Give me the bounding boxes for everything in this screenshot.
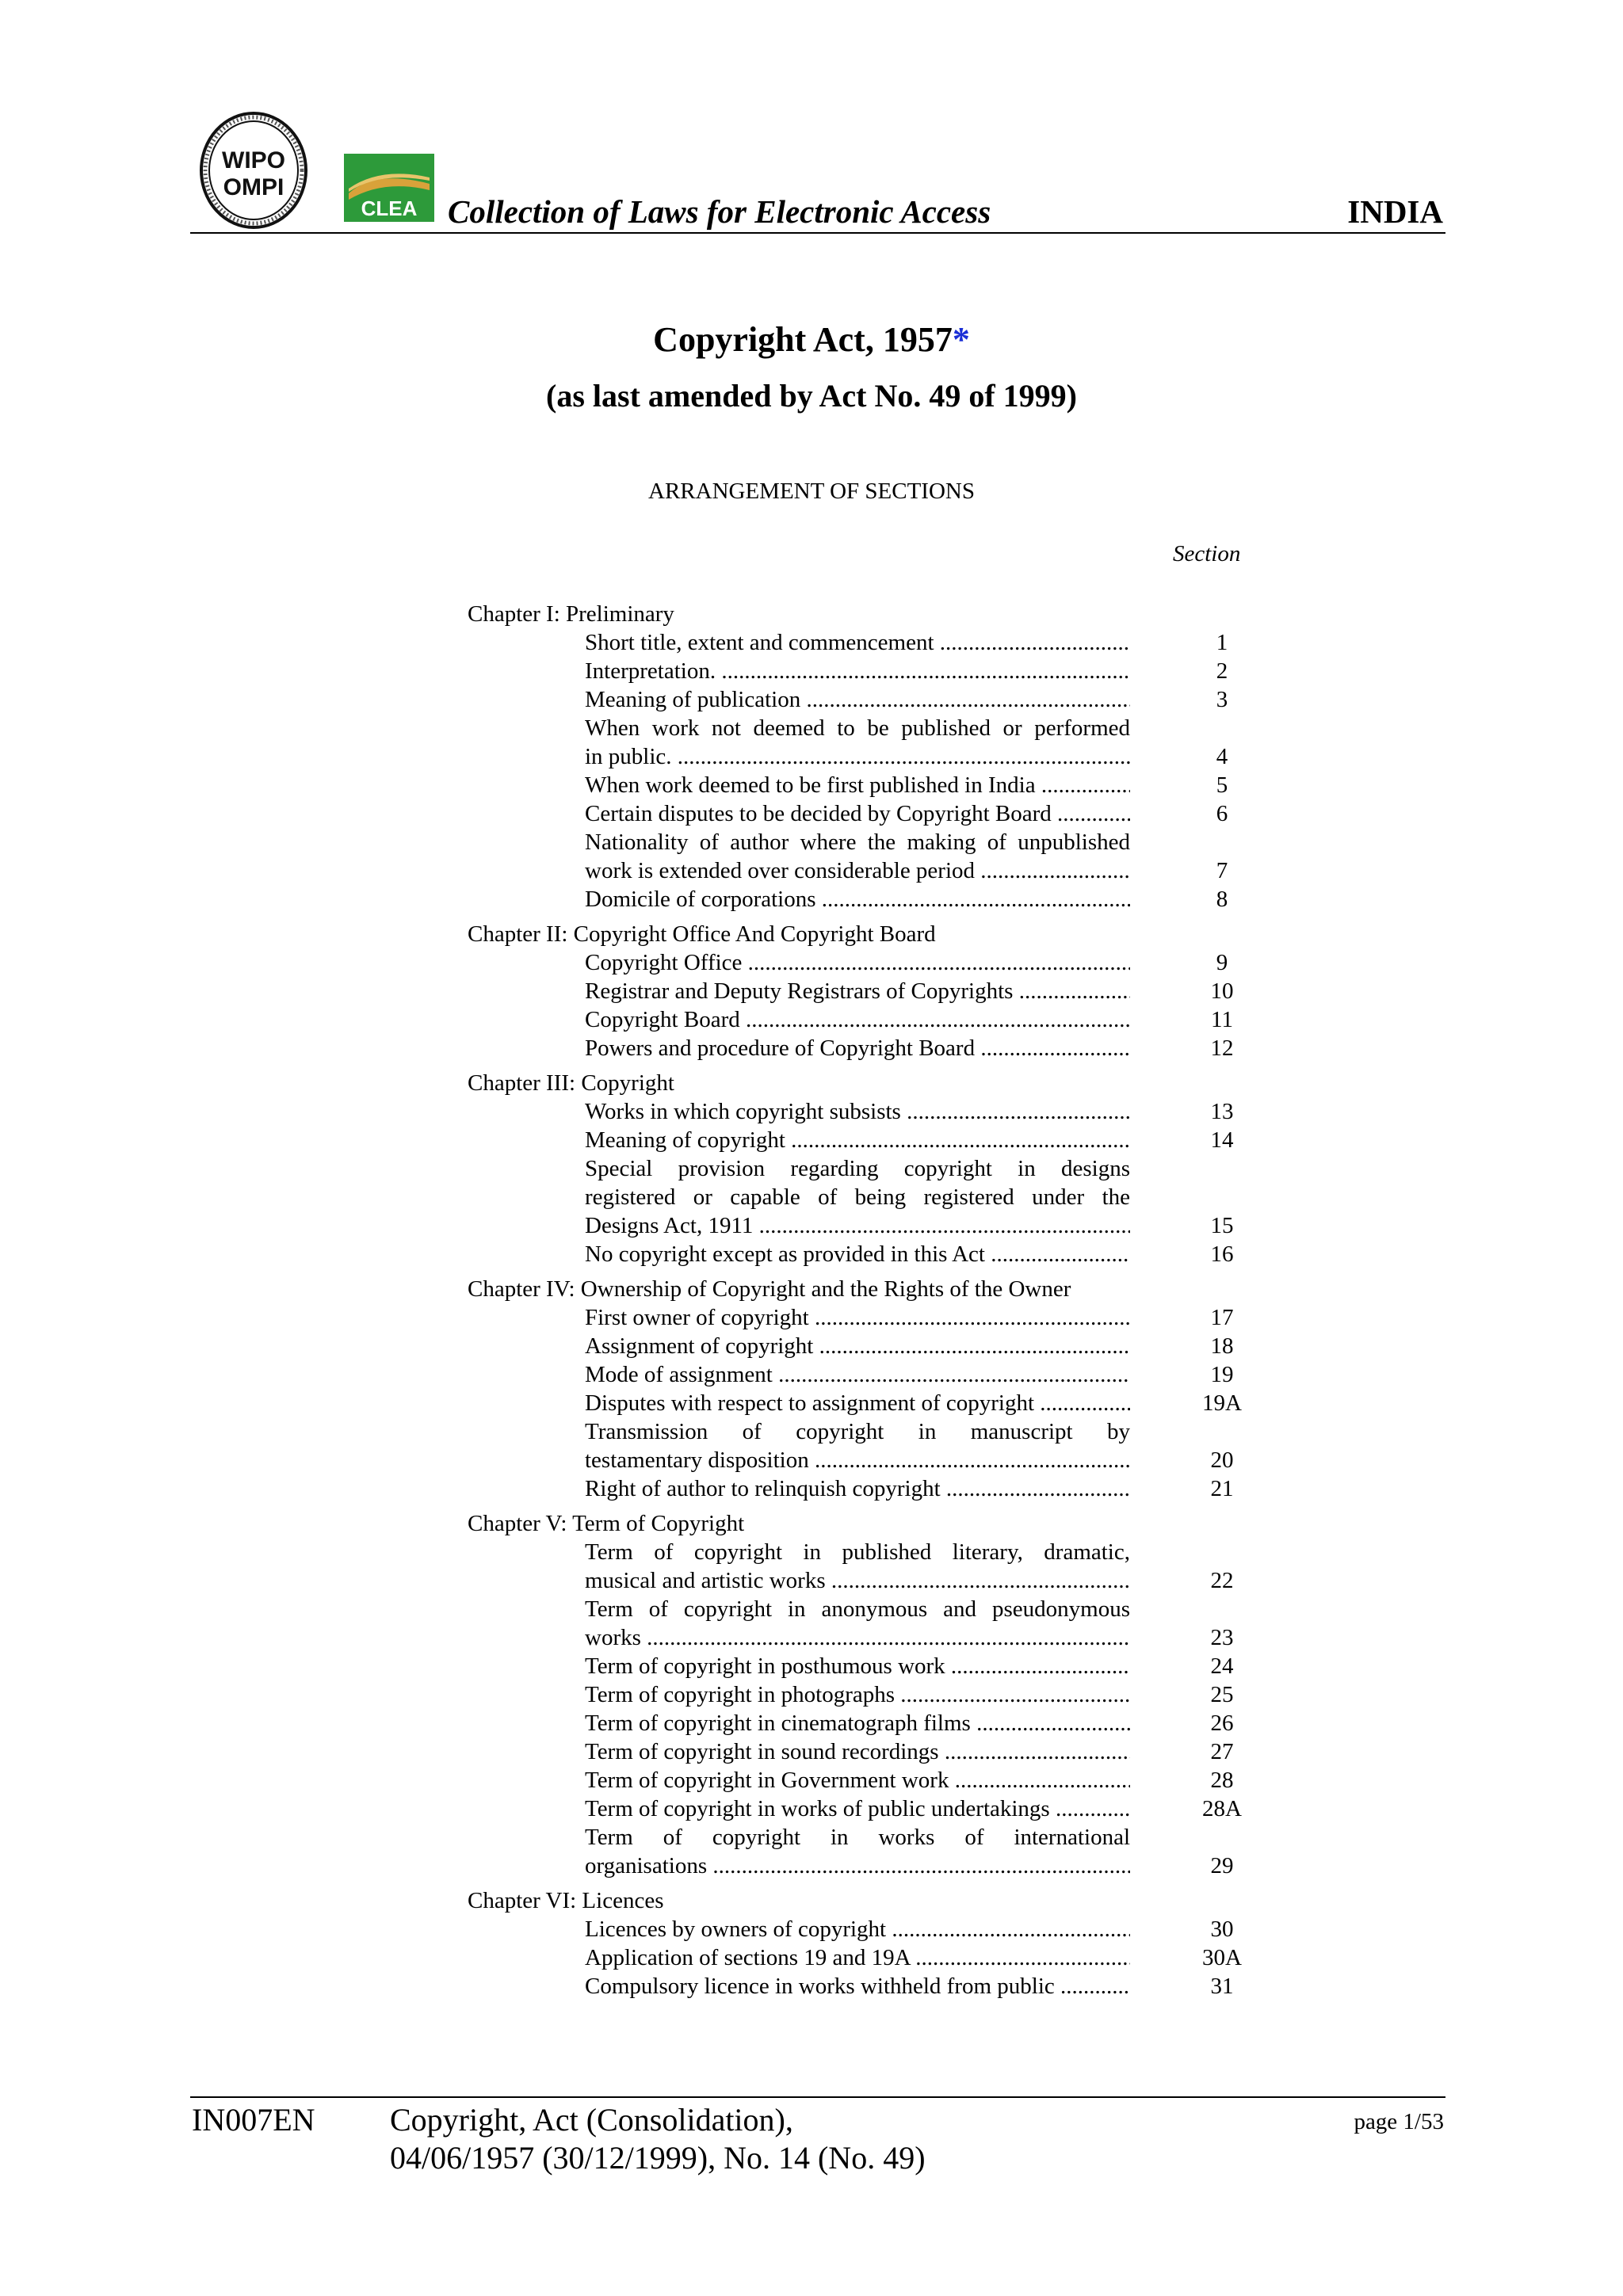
toc-entry[interactable] <box>468 1240 1260 1268</box>
toc-entry-title-leader: Domicile of corporations ..... <box>585 885 1130 913</box>
toc-section-number: 7 <box>1216 858 1228 883</box>
toc-section-number: 6 <box>1216 801 1228 826</box>
toc-entry[interactable] <box>468 828 1260 885</box>
toc-entry-title-line: Term of copyright in anonymous and pseudonymous <box>585 1596 1130 1622</box>
toc-section-number: 11 <box>1211 1007 1233 1032</box>
toc-entry-title-line: Nationality of author where the making of unpublished <box>585 830 1130 855</box>
toc-entry-title-leader: Term of copyright in Government work ..... <box>585 1766 1130 1794</box>
toc-entry-title-leader: Copyright Board ..... <box>585 1005 1130 1034</box>
toc-entry[interactable] <box>468 948 1260 977</box>
toc-entry-title-line: Transmission of copyright in manuscript by <box>585 1419 1130 1444</box>
chapter-title: Chapter VI: Licences <box>468 1888 664 1913</box>
toc-entry[interactable] <box>468 1652 1260 1680</box>
toc-entry-title-leader: When work deemed to be first published in India ..... <box>585 771 1130 799</box>
toc-section-number: 19 <box>1210 1362 1234 1387</box>
toc-section-number: 28A <box>1202 1796 1242 1821</box>
toc-entry-title-leader: organisations ..... <box>585 1852 1130 1880</box>
toc-section-number: 9 <box>1216 950 1228 975</box>
toc-section-number: 2 <box>1216 658 1228 684</box>
document-title <box>0 319 1623 360</box>
toc-entry-title-line: When work not deemed to be published or performed <box>585 715 1130 741</box>
header-divider <box>190 232 1445 234</box>
toc-section-number: 29 <box>1210 1853 1234 1878</box>
toc-entry-title <box>585 1097 1130 1126</box>
toc-entry-title-leader: in public. ..... <box>585 742 1130 771</box>
toc-entry-title-leader: Meaning of publication ..... <box>585 685 1130 714</box>
toc-entry-title-line: registered or capable of being registered under the <box>585 1184 1130 1210</box>
toc-entry[interactable] <box>468 1303 1260 1332</box>
toc-section-number: 3 <box>1216 687 1228 712</box>
toc-entry-title <box>585 1126 1130 1154</box>
toc-entry[interactable] <box>468 657 1260 685</box>
toc-entry[interactable] <box>468 1915 1260 1943</box>
toc-entry-title <box>585 714 1130 771</box>
header-country: INDIA <box>1347 193 1443 230</box>
chapter-title: Chapter II: Copyright Office And Copyright Board <box>468 921 936 947</box>
toc-section-number: 23 <box>1210 1625 1234 1650</box>
arrangement-heading: ARRANGEMENT OF SECTIONS <box>648 479 975 504</box>
toc-entry[interactable] <box>468 1389 1260 1417</box>
toc-section-number: 30 <box>1210 1917 1234 1942</box>
toc-entry[interactable] <box>468 1360 1260 1389</box>
toc-entry-title-leader: Works in which copyright subsists ..... <box>585 1097 1130 1126</box>
toc-section-number: 5 <box>1216 772 1228 798</box>
toc-entry-title <box>585 1360 1130 1389</box>
toc-entry-title <box>585 1943 1130 1972</box>
toc-section-number: 24 <box>1210 1653 1234 1679</box>
toc-section-number: 10 <box>1210 978 1234 1004</box>
toc-entry-title <box>585 828 1130 885</box>
toc-entry-title-leader: Designs Act, 1911 ..... <box>585 1211 1130 1240</box>
toc-section-number: 4 <box>1216 744 1228 769</box>
footer-document-code: IN007EN <box>192 2102 315 2138</box>
toc-entry-title <box>585 1766 1130 1794</box>
document-title-text: Copyright Act, 1957 <box>653 320 953 359</box>
toc-entry-title <box>585 1538 1130 1595</box>
toc-entry-title-leader: Interpretation. ..... <box>585 657 1130 685</box>
toc-entry-title-leader: Compulsory licence in works withheld from public ..... <box>585 1972 1130 2000</box>
toc-entry-title <box>585 799 1130 828</box>
toc-section-number: 31 <box>1210 1974 1234 1999</box>
toc-entry-title-leader: First owner of copyright ..... <box>585 1303 1130 1332</box>
toc-section-number: 25 <box>1210 1682 1234 1707</box>
clea-logo-text: CLEA <box>361 196 418 220</box>
toc-entry[interactable] <box>468 1538 1260 1595</box>
clea-logo <box>344 154 434 222</box>
toc-entry-title <box>585 977 1130 1005</box>
toc-entry-title <box>585 657 1130 685</box>
toc-entry-title-leader: Mode of assignment ..... <box>585 1360 1130 1389</box>
toc-section-number: 21 <box>1210 1476 1234 1501</box>
toc-entry-title <box>585 1389 1130 1417</box>
toc-entry[interactable] <box>468 885 1260 913</box>
toc-entry-title-leader: Assignment of copyright ..... <box>585 1332 1130 1360</box>
toc-entry[interactable] <box>468 1005 1260 1034</box>
chapter-title: Chapter I: Preliminary <box>468 601 674 627</box>
chapter-block <box>468 600 1260 913</box>
toc-entry-title-leader: Copyright Office ..... <box>585 948 1130 977</box>
toc-entry-title <box>585 1154 1130 1240</box>
toc-entry-title-leader: No copyright except as provided in this Act ..... <box>585 1240 1130 1268</box>
toc-entry-title-leader: Application of sections 19 and 19A ..... <box>585 1943 1130 1972</box>
footer-citation-line2: 04/06/1957 (30/12/1999), No. 14 (No. 49) <box>390 2140 926 2176</box>
toc-entry-title <box>585 1417 1130 1474</box>
toc-entry[interactable] <box>468 1332 1260 1360</box>
toc-entry[interactable] <box>468 1417 1260 1474</box>
toc-entry-title-line: Term of copyright in works of international <box>585 1825 1130 1850</box>
toc-entry-title-leader: testamentary disposition ..... <box>585 1446 1130 1474</box>
toc-section-number: 13 <box>1210 1099 1234 1124</box>
toc-entry-title <box>585 1915 1130 1943</box>
page-number: page 1/53 <box>1354 2109 1444 2134</box>
header-title: Collection of Laws for Electronic Access <box>448 193 991 230</box>
toc-section-number: 28 <box>1210 1768 1234 1793</box>
toc-section-number: 12 <box>1210 1035 1234 1061</box>
document-subtitle: (as last amended by Act No. 49 of 1999) <box>546 378 1077 414</box>
toc-entry-title-leader: Term of copyright in posthumous work ..... <box>585 1652 1130 1680</box>
toc-entry-title <box>585 1709 1130 1737</box>
toc-entry[interactable] <box>468 1154 1260 1240</box>
table-of-contents <box>468 600 1260 2007</box>
wipo-logo-text: WIPO <box>222 147 285 174</box>
toc-entry-title <box>585 1794 1130 1823</box>
footnote-link[interactable]: * <box>952 320 970 359</box>
toc-entry[interactable] <box>468 799 1260 828</box>
toc-entry-title-leader: work is extended over considerable period ..... <box>585 856 1130 885</box>
toc-entry-title <box>585 885 1130 913</box>
ompi-logo-text: OMPI <box>223 174 285 200</box>
toc-entry[interactable] <box>468 1097 1260 1126</box>
toc-entry-title <box>585 1680 1130 1709</box>
toc-section-number: 15 <box>1210 1213 1234 1238</box>
toc-entry-title-leader: Right of author to relinquish copyright ..... <box>585 1474 1130 1503</box>
toc-section-number: 19A <box>1202 1390 1242 1416</box>
toc-entry-title-leader: Term of copyright in cinematograph films ..... <box>585 1709 1130 1737</box>
toc-entry-title-leader: Term of copyright in sound recordings ..... <box>585 1737 1130 1766</box>
toc-section-number: 1 <box>1216 630 1228 655</box>
toc-section-number: 27 <box>1210 1739 1234 1764</box>
toc-section-number: 20 <box>1210 1447 1234 1473</box>
chapter-block <box>468 1275 1260 1503</box>
toc-entry-title-leader: Registrar and Deputy Registrars of Copyrights ..... <box>585 977 1130 1005</box>
toc-entry[interactable] <box>468 1595 1260 1652</box>
toc-entry[interactable] <box>468 1766 1260 1794</box>
toc-entry-title <box>585 628 1130 657</box>
chapter-block <box>468 1509 1260 1880</box>
toc-entry-title-line: Special provision regarding copyright in designs <box>585 1156 1130 1181</box>
toc-entry-title-leader: Licences by owners of copyright ..... <box>585 1915 1130 1943</box>
toc-entry[interactable] <box>468 1737 1260 1766</box>
toc-entry-title <box>585 1823 1130 1880</box>
toc-entry-title-leader: Certain disputes to be decided by Copyright Board ..... <box>585 799 1130 828</box>
toc-entry-title-leader: works ..... <box>585 1623 1130 1652</box>
toc-entry-title-leader: Meaning of copyright ..... <box>585 1126 1130 1154</box>
toc-entry-title-leader: musical and artistic works ..... <box>585 1566 1130 1595</box>
toc-entry-title <box>585 685 1130 714</box>
chapter-title: Chapter IV: Ownership of Copyright and the Rights of the Owner <box>468 1276 1071 1302</box>
toc-entry-title-leader: Term of copyright in photographs ..... <box>585 1680 1130 1709</box>
toc-entry[interactable] <box>468 1680 1260 1709</box>
toc-entry[interactable] <box>468 1474 1260 1503</box>
toc-entry-title <box>585 1474 1130 1503</box>
toc-entry[interactable] <box>468 1943 1260 1972</box>
toc-section-number: 17 <box>1210 1305 1234 1330</box>
toc-entry-title-line: Term of copyright in published literary, dramatic, <box>585 1539 1130 1565</box>
toc-section-number: 30A <box>1202 1945 1242 1970</box>
toc-section-number: 14 <box>1210 1127 1234 1153</box>
toc-entry-title <box>585 1303 1130 1332</box>
wipo-ompi-logo <box>198 111 309 230</box>
toc-entry-title-leader: Powers and procedure of Copyright Board ..... <box>585 1034 1130 1062</box>
toc-entry[interactable] <box>468 1972 1260 2000</box>
toc-entry-title <box>585 1332 1130 1360</box>
toc-section-number: 26 <box>1210 1711 1234 1736</box>
toc-entry-title <box>585 1972 1130 2000</box>
toc-entry-title <box>585 771 1130 799</box>
toc-section-number: 16 <box>1210 1241 1234 1267</box>
toc-section-number: 8 <box>1216 887 1228 912</box>
chapter-block <box>468 1886 1260 2000</box>
footer-divider <box>190 2096 1445 2098</box>
toc-entry-title-leader: Disputes with respect to assignment of copyright ..... <box>585 1389 1130 1417</box>
toc-entry[interactable] <box>468 1034 1260 1062</box>
toc-entry[interactable] <box>468 1823 1260 1880</box>
toc-entry-title <box>585 1034 1130 1062</box>
toc-entry-title <box>585 948 1130 977</box>
chapter-block <box>468 920 1260 1062</box>
toc-entry[interactable] <box>468 1709 1260 1737</box>
toc-entry-title <box>585 1652 1130 1680</box>
toc-entry[interactable] <box>468 977 1260 1005</box>
toc-entry-title <box>585 1737 1130 1766</box>
toc-entry[interactable] <box>468 771 1260 799</box>
toc-entry-title <box>585 1240 1130 1268</box>
toc-entry[interactable] <box>468 685 1260 714</box>
chapter-title: Chapter III: Copyright <box>468 1070 674 1096</box>
toc-entry-title-leader: Short title, extent and commencement ..... <box>585 628 1130 657</box>
toc-entry[interactable] <box>468 628 1260 657</box>
section-column-heading: Section <box>1173 541 1241 566</box>
toc-section-number: 18 <box>1210 1333 1234 1359</box>
toc-entry-title <box>585 1005 1130 1034</box>
toc-section-number: 22 <box>1210 1568 1234 1593</box>
toc-entry-title <box>585 1595 1130 1652</box>
toc-entry-title-leader: Term of copyright in works of public undertakings ..... <box>585 1794 1130 1823</box>
toc-entry[interactable] <box>468 714 1260 771</box>
chapter-block <box>468 1069 1260 1268</box>
footer-citation-line1: Copyright, Act (Consolidation), <box>390 2102 793 2138</box>
chapter-title: Chapter V: Term of Copyright <box>468 1511 745 1536</box>
toc-entry[interactable] <box>468 1794 1260 1823</box>
toc-entry[interactable] <box>468 1126 1260 1154</box>
